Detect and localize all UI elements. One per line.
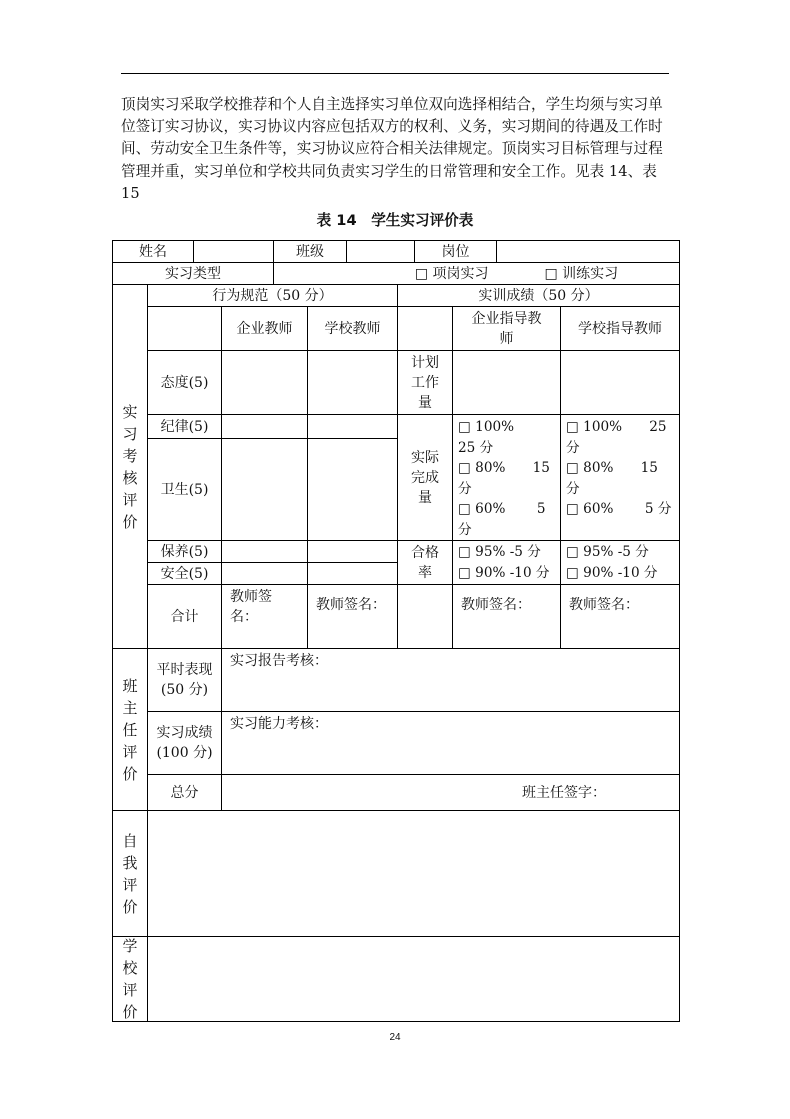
blank-training-subheader xyxy=(398,307,453,351)
ability-review-cell[interactable]: 实习能力考核： xyxy=(222,712,680,775)
headteacher-signature[interactable]: 班主任签字： xyxy=(222,775,680,811)
internship-type-options xyxy=(274,263,680,285)
actual-school-options xyxy=(561,415,680,541)
actual-option-100[interactable]: □ 100% 25 分 xyxy=(566,419,667,456)
headteacher-section-label: 班主任评价 xyxy=(113,649,148,811)
class-value-cell[interactable] xyxy=(347,241,415,263)
actual-enterprise-options xyxy=(453,415,561,541)
actual-option-80[interactable]: □ 80% 15 分 xyxy=(566,460,658,497)
school-guide-signature[interactable]: 教师签名： xyxy=(561,585,680,649)
hygiene-school-score[interactable] xyxy=(308,439,398,541)
discipline-label: 纪律(5) xyxy=(148,415,222,439)
attitude-enterprise-score[interactable] xyxy=(222,351,308,415)
name-value-cell[interactable] xyxy=(194,241,274,263)
enterprise-teacher-signature[interactable]: 教师签名： xyxy=(222,585,308,649)
actual-option-60[interactable]: □ 60% 5 分 xyxy=(566,501,672,517)
discipline-school-score[interactable] xyxy=(308,415,398,439)
maintenance-enterprise-score[interactable] xyxy=(222,541,308,563)
class-label: 班级 xyxy=(274,241,347,263)
discipline-enterprise-score[interactable] xyxy=(222,415,308,439)
pass-option-95[interactable]: □ 95% -5 分 xyxy=(566,544,649,560)
hygiene-enterprise-score[interactable] xyxy=(222,439,308,541)
school-teacher-signature[interactable]: 教师签名： xyxy=(308,585,398,649)
actual-option-60[interactable]: □ 60% 5 分 xyxy=(458,501,546,538)
school-eval-section-label: 学校评价 xyxy=(113,937,148,1022)
blank-total-cell xyxy=(398,585,453,649)
total-score-label: 总分 xyxy=(148,775,222,811)
plan-enterprise-cell[interactable] xyxy=(453,351,561,415)
enterprise-teacher-header: 企业教师 xyxy=(222,307,308,351)
plan-school-cell[interactable] xyxy=(561,351,680,415)
maintenance-school-score[interactable] xyxy=(308,541,398,563)
actual-option-100[interactable]: □ 100% 25 分 xyxy=(458,419,542,456)
school-teacher-header: 学校教师 xyxy=(308,307,398,351)
safety-enterprise-score[interactable] xyxy=(222,563,308,585)
safety-school-score[interactable] xyxy=(308,563,398,585)
school-eval-cell[interactable] xyxy=(148,937,680,1022)
daily-performance-label: 平时表现(50 分) xyxy=(148,649,222,712)
pass-option-95[interactable]: □ 95% -5 分 xyxy=(458,544,541,560)
pass-option-90[interactable]: □ 90% -10 分 xyxy=(458,564,550,581)
actual-option-80[interactable]: □ 80% 15 分 xyxy=(458,460,550,497)
attitude-school-score[interactable] xyxy=(308,351,398,415)
hygiene-label: 卫生(5) xyxy=(148,439,222,541)
report-review-cell[interactable]: 实习报告考核： xyxy=(222,649,680,712)
internship-type-label: 实习类型 xyxy=(113,263,274,285)
plan-workload-label: 计划工作量 xyxy=(398,351,453,415)
page-number: 24 xyxy=(389,1032,401,1043)
intro-paragraph: 顶岗实习采取学校推荐和个人自主选择实习单位双向选择相结合，学生均须与实习单位签订实习协议，实习协议内容应包括双方的权利、义务，实习期间的待遇及工作时间、劳动安全卫生条件等，实习协议应符合相关法律规定。顶岗实习目标管理与过程管理并重，实习单位和学校共同负责实习学生的日常管理和安全工作。见表 14、表 15 xyxy=(121,96,663,202)
behavior-header: 行为规范（50 分） xyxy=(148,285,398,307)
pass-enterprise-options xyxy=(453,541,561,585)
option-post-internship[interactable]: □ 项岗实习 xyxy=(414,265,489,282)
school-guide-header: 学校指导教师 xyxy=(561,307,680,351)
evaluation-table xyxy=(112,240,680,1022)
safety-label: 安全(5) xyxy=(148,563,222,585)
enterprise-guide-signature[interactable]: 教师签名： xyxy=(453,585,561,649)
pass-school-options xyxy=(561,541,680,585)
header-rule xyxy=(121,73,669,74)
post-value-cell[interactable] xyxy=(497,241,680,263)
enterprise-guide-header: 企业指导教师 xyxy=(453,307,561,351)
blank-subheader xyxy=(148,307,222,351)
actual-workload-label: 实际完成量 xyxy=(398,415,453,541)
total-label: 合计 xyxy=(148,585,222,649)
self-eval-section-label: 自我评价 xyxy=(113,811,148,937)
assessment-section-label: 实习考核评价 xyxy=(113,285,148,649)
self-eval-cell[interactable] xyxy=(148,811,680,937)
maintenance-label: 保养(5) xyxy=(148,541,222,563)
table-title: 表 14 学生实习评价表 xyxy=(316,212,474,229)
pass-rate-label: 合格率 xyxy=(398,541,453,585)
name-label: 姓名 xyxy=(113,241,194,263)
pass-option-90[interactable]: □ 90% -10 分 xyxy=(566,564,658,581)
attitude-label: 态度(5) xyxy=(148,351,222,415)
internship-score-label: 实习成绩(100 分) xyxy=(148,712,222,775)
training-header: 实训成绩（50 分） xyxy=(398,285,680,307)
post-label: 岗位 xyxy=(415,241,497,263)
option-training-internship[interactable]: □ 训练实习 xyxy=(544,265,619,282)
